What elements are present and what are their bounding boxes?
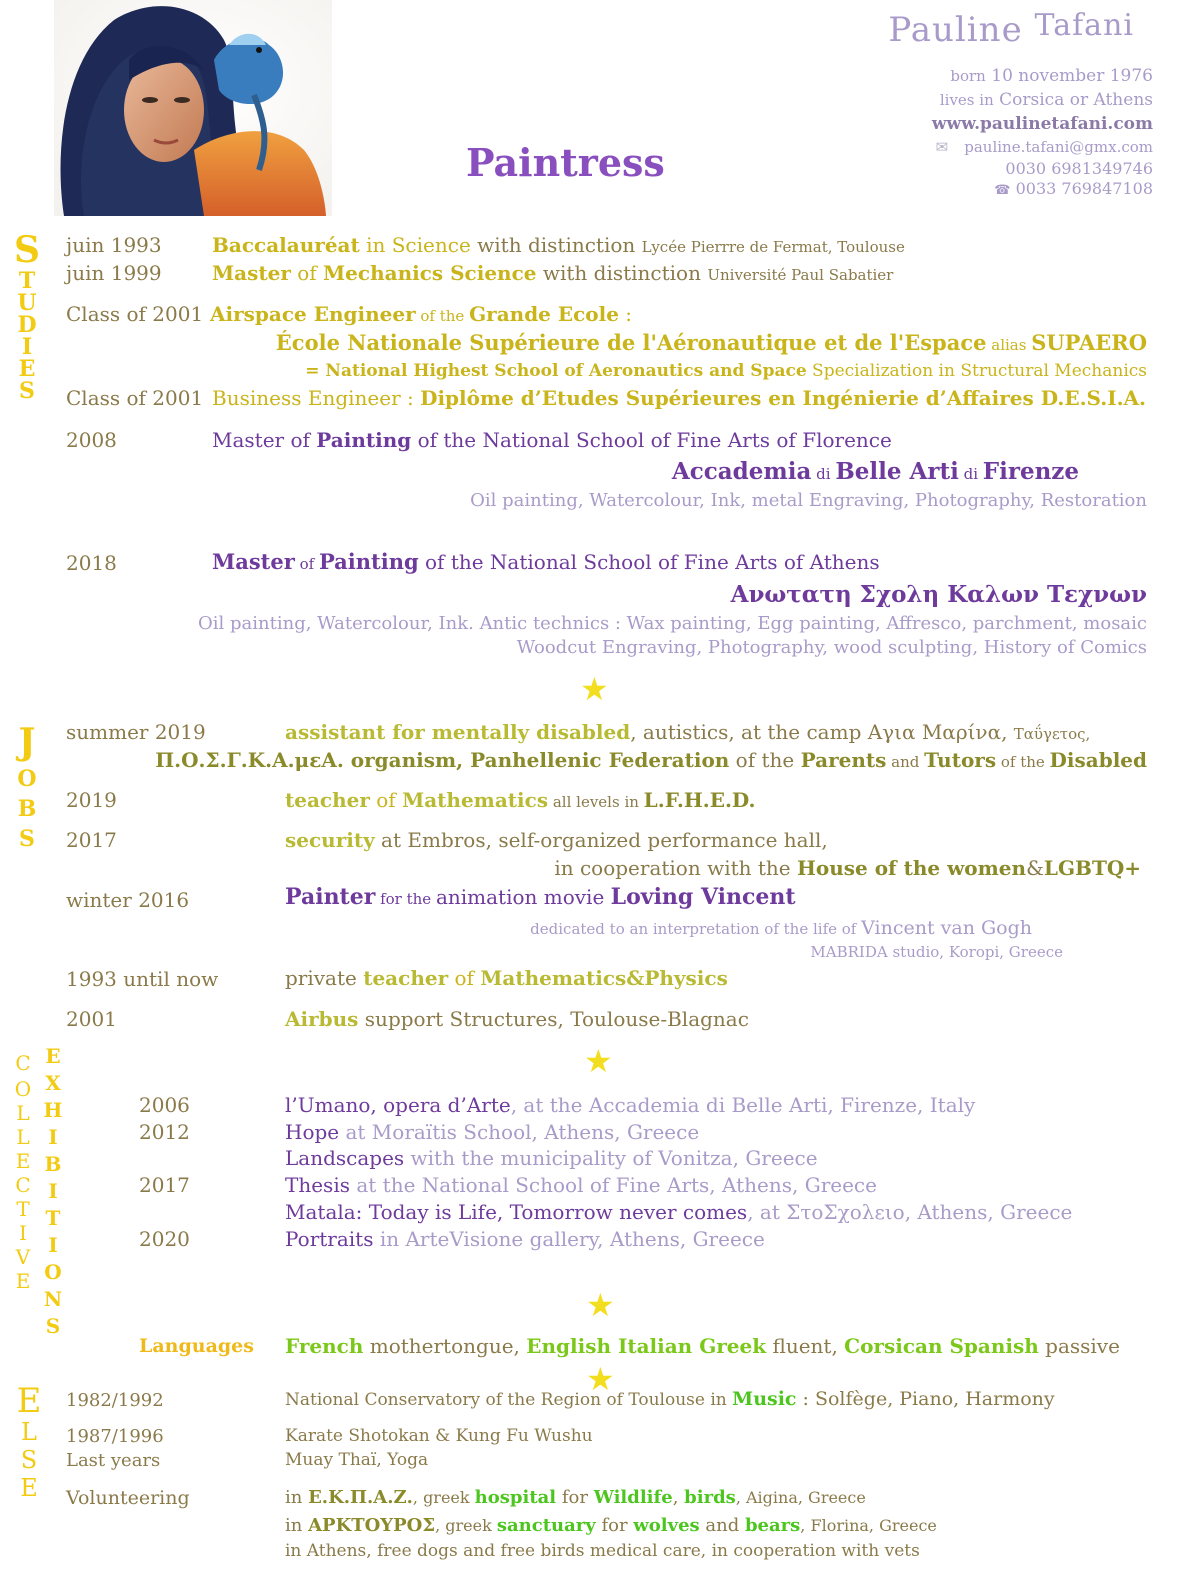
- phone1: 0030 6981349746: [1005, 159, 1153, 178]
- else-date: Volunteering: [66, 1487, 190, 1509]
- else-volunteer-ekpaz: in Ε.Κ.Π.Α.Ζ., greek hospital for Wildlife, birds, Aigina, Greece: [285, 1487, 866, 1508]
- job-airbus: Airbus support Structures, Toulouse-Blagnac: [285, 1007, 749, 1031]
- job-painter-studio: MABRIDA studio, Koropi, Greece: [810, 943, 1063, 961]
- exhibition-item: Portraits in ArteVisione gallery, Athens, Greece: [285, 1227, 765, 1251]
- portrait-photo: [54, 0, 332, 216]
- exhibition-item: Thesis at the National School of Fine Arts, Athens, Greece: [285, 1173, 877, 1197]
- study-date: Class of 2001: [66, 386, 204, 410]
- phone2: 0033 769847108: [1015, 179, 1153, 198]
- lives-places: Corsica or Athens: [999, 90, 1153, 110]
- birth-line: [950, 66, 1153, 86]
- exhibition-item: l’Umano, opera d’Arte, at the Accademia di Belle Arti, Firenze, Italy: [285, 1093, 976, 1117]
- job-teacher-lfhed: teacher of Mathematics all levels in L.F.H.E.D.: [285, 788, 756, 812]
- job-date: 2019: [66, 788, 117, 812]
- exhibition-item: Matala: Today is Life, Tomorrow never comes, at ΣτοΣχολειο, Athens, Greece: [285, 1200, 1073, 1224]
- study-date: Class of 2001: [66, 302, 204, 326]
- job-security: security at Embros, self-organized performance hall,: [285, 828, 828, 852]
- section-label-else: E L S E: [16, 1381, 42, 1502]
- study-supaero: École Nationale Supérieure de l'Aéronautique et de l'Espace alias SUPAERO: [275, 330, 1147, 355]
- else-volunteer-athens: in Athens, free dogs and free birds medical care, in cooperation with vets: [285, 1541, 920, 1561]
- section-label-jobs: J O B S: [17, 721, 37, 852]
- else-conservatory: National Conservatory of the Region of Toulouse in Music : Solfège, Piano, Harmony: [285, 1388, 1055, 1410]
- last-name: Tafani: [1034, 8, 1134, 43]
- section-label-collective: C O L L E C T I V E: [14, 1051, 32, 1293]
- study-athens-subjects: Oil painting, Watercolour, Ink. Antic technics : Wax painting, Egg painting, Affresco, parchment, mosaic: [198, 613, 1147, 634]
- study-airspace-engineer: Airspace Engineer of the Grande Ecole :: [210, 302, 633, 326]
- else-date: 1987/1996: [66, 1426, 164, 1447]
- else-date: 1982/1992: [66, 1390, 164, 1411]
- study-date: juin 1993: [66, 233, 162, 257]
- email-link[interactable]: pauline.tafani@gmx.com: [964, 138, 1153, 156]
- born-date: 10 november 1976: [991, 66, 1153, 86]
- study-master-florence: Master of Painting of the National School of Fine Arts of Florence: [212, 428, 892, 452]
- star-divider: ★: [580, 670, 609, 708]
- exhibition-item: Landscapes with the municipality of Vonitza, Greece: [285, 1146, 818, 1170]
- phone2-line: [994, 179, 1153, 198]
- study-supaero-translation: = National Highest School of Aeronautics and Space Specialization in Structural Mechanics: [305, 361, 1147, 381]
- study-athens-subjects-2: Woodcut Engraving, Photography, wood sculpting, History of Comics: [516, 637, 1147, 658]
- name-heading: [888, 10, 1134, 50]
- star-divider: ★: [586, 1360, 615, 1398]
- study-business-engineer: Business Engineer : Diplôme d’Etudes Supérieures en Ingénierie d’Affaires D.E.S.I.A.: [212, 386, 1147, 410]
- exhibition-year: 2012: [139, 1120, 190, 1144]
- exhibition-item: Hope at Moraïtis School, Athens, Greece: [285, 1120, 700, 1144]
- job-date: winter 2016: [66, 888, 190, 912]
- job-date: summer 2019: [66, 720, 206, 744]
- star-divider: ★: [586, 1286, 615, 1324]
- job-date: 2001: [66, 1007, 117, 1031]
- telephone-icon: ☎: [994, 183, 1011, 198]
- exhibition-year: 2017: [139, 1173, 190, 1197]
- envelope-icon: ✉: [935, 138, 949, 156]
- else-karate: Karate Shotokan & Kung Fu Wushu: [285, 1426, 593, 1446]
- email-line: [936, 138, 1153, 156]
- job-organism: Π.Ο.Σ.Γ.Κ.Α.μεΑ. organism, Panhellenic Federation of the Parents and Tutors of the Disabled: [155, 748, 1147, 772]
- section-label-exhibitions: E X H I B I T I O N S: [43, 1044, 63, 1338]
- job-painter-loving-vincent: Painter for the animation movie Loving Vincent: [285, 884, 796, 910]
- exhibition-year: 2020: [139, 1227, 190, 1251]
- study-athens-school-greek: Ανωτατη Σχολη Καλων Τεχνων: [730, 581, 1147, 608]
- lives-label: lives in: [939, 91, 994, 109]
- study-date: juin 1999: [66, 261, 162, 285]
- job-painter-dedication: dedicated to an interpretation of the life of Vincent van Gogh: [530, 917, 1032, 939]
- study-baccalaureat: Baccalauréat in Science with distinction Lycée Pierrre de Fermat, Toulouse: [212, 233, 905, 257]
- languages-list: French mothertongue, English Italian Greek fluent, Corsican Spanish passive: [285, 1334, 1120, 1358]
- exhibition-year: 2006: [139, 1093, 190, 1117]
- languages-label: Languages: [139, 1335, 254, 1357]
- first-name: Pauline: [888, 10, 1023, 50]
- study-accademia: Accademia di Belle Arti di Firenze: [671, 458, 1079, 485]
- job-date: 2017: [66, 828, 117, 852]
- job-assistant: assistant for mentally disabled, autistics, at the camp Αγια Μαρίνα, Ταΰγετος,: [285, 720, 1091, 744]
- born-label: born: [950, 67, 986, 85]
- study-florence-subjects: Oil painting, Watercolour, Ink, metal Engraving, Photography, Restoration: [470, 490, 1147, 511]
- study-date: 2018: [66, 551, 117, 575]
- job-date: 1993 until now: [66, 967, 219, 991]
- study-master-athens: Master of Painting of the National School of Fine Arts of Athens: [212, 549, 880, 574]
- study-master-mechanics: Master of Mechanics Science with distinction Université Paul Sabatier: [212, 261, 894, 285]
- job-security-cooperation: in cooperation with the House of the women&LGBTQ+: [554, 856, 1141, 880]
- page-title: Paintress: [466, 140, 665, 185]
- else-volunteer-arktouros: in ΑΡΚΤΟΥΡΟΣ, greek sanctuary for wolves and bears, Florina, Greece: [285, 1515, 937, 1536]
- website-link[interactable]: www.paulinetafani.com: [931, 114, 1153, 134]
- lives-line: [940, 90, 1153, 110]
- job-private-teacher: private teacher of Mathematics&Physics: [285, 966, 728, 990]
- else-muay-thai: Muay Thaï, Yoga: [285, 1450, 429, 1470]
- section-label-studies: S T U D I E S: [14, 229, 40, 404]
- star-divider: ★: [584, 1042, 613, 1080]
- study-date: 2008: [66, 428, 117, 452]
- else-date: Last years: [66, 1450, 161, 1471]
